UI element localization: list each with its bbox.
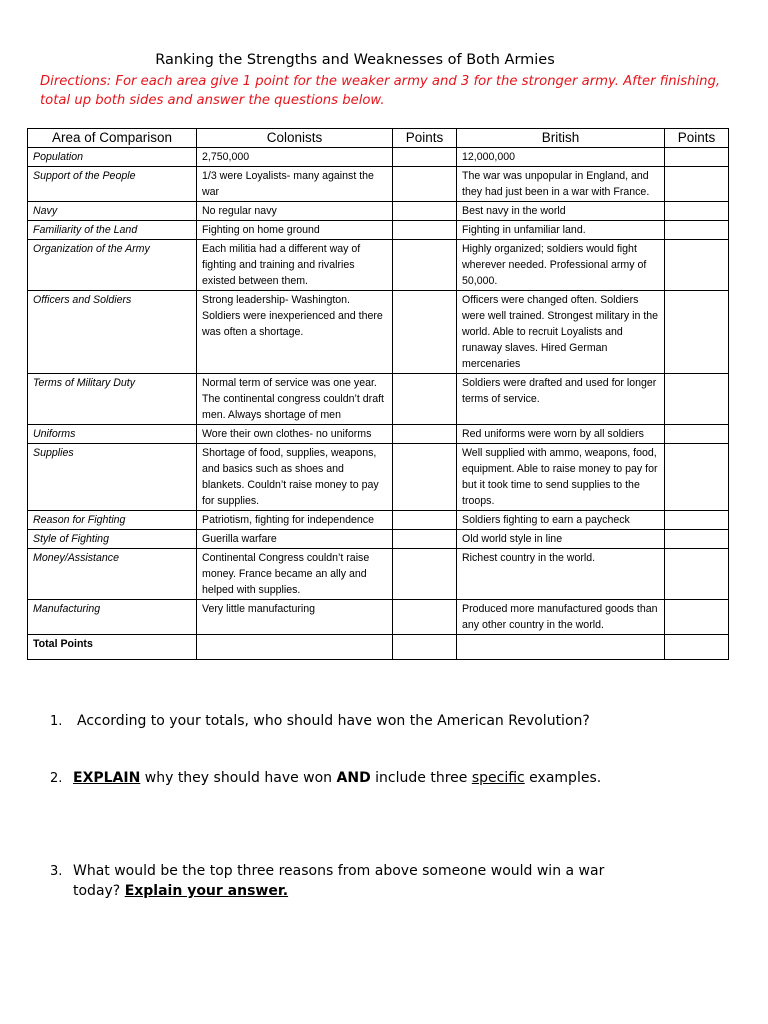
colonists-cell: 1/3 were Loyalists- many against the war <box>197 167 393 202</box>
header-colonists-points: Points <box>393 129 457 148</box>
table-row <box>28 374 729 425</box>
header-british: British <box>457 129 665 148</box>
colonists-cell: Very little manufacturing <box>197 600 393 635</box>
explain-emphasis: EXPLAIN <box>73 770 141 786</box>
british-cell: Fighting in unfamiliar land. <box>457 221 665 240</box>
question-3-line-2 <box>73 881 288 901</box>
total-colonists-cell[interactable] <box>197 635 393 660</box>
colonists-cell: Fighting on home ground <box>197 221 393 240</box>
header-area: Area of Comparison <box>28 129 197 148</box>
british-cell: Best navy in the world <box>457 202 665 221</box>
british-points-cell[interactable] <box>665 600 729 635</box>
british-cell: 12,000,000 <box>457 148 665 167</box>
british-points-cell[interactable] <box>665 221 729 240</box>
header-colonists: Colonists <box>197 129 393 148</box>
colonists-points-cell[interactable] <box>393 240 457 291</box>
question-2-part-b: include three <box>370 770 472 786</box>
question-2-part-c: examples. <box>524 770 602 786</box>
british-cell: Well supplied with ammo, weapons, food, equipment. Able to raise money to pay for but it took time to send supplies to the troops. <box>457 444 665 511</box>
colonists-cell: No regular navy <box>197 202 393 221</box>
table-row <box>28 202 729 221</box>
question-2-text <box>73 768 601 788</box>
area-cell: Navy <box>28 202 197 221</box>
question-1-text: According to your totals, who should have won the American Revolution? <box>77 713 590 729</box>
explain-answer-emphasis: Explain your answer. <box>124 883 289 899</box>
page-title: Ranking the Strengths and Weaknesses of Both Armies <box>155 52 555 68</box>
british-points-cell[interactable] <box>665 374 729 425</box>
british-points-cell[interactable] <box>665 425 729 444</box>
british-cell: Soldiers were drafted and used for longer terms of service. <box>457 374 665 425</box>
british-points-cell[interactable] <box>665 240 729 291</box>
colonists-cell: Shortage of food, supplies, weapons, and basics such as shoes and blankets. Couldn’t raise money to pay for supplies. <box>197 444 393 511</box>
colonists-cell: 2,750,000 <box>197 148 393 167</box>
table-row <box>28 600 729 635</box>
question-3-number: 3. <box>50 864 63 879</box>
colonists-cell: Wore their own clothes- no uniforms <box>197 425 393 444</box>
colonists-cell: Continental Congress couldn’t raise money. France became an ally and helped with supplies. <box>197 549 393 600</box>
table-row <box>28 240 729 291</box>
table-header-row <box>28 129 729 148</box>
colonists-cell: Guerilla warfare <box>197 530 393 549</box>
table-row <box>28 148 729 167</box>
british-points-cell[interactable] <box>665 511 729 530</box>
colonists-points-cell[interactable] <box>393 202 457 221</box>
directions-text: Directions: For each area give 1 point for the weaker army and 3 for the stronger army. After finishing, total up both sides and answer the questions below. <box>40 74 721 108</box>
colonists-points-cell[interactable] <box>393 221 457 240</box>
specific-emphasis: specific <box>471 770 525 786</box>
colonists-points-cell[interactable] <box>393 600 457 635</box>
british-cell: Highly organized; soldiers would fight wherever needed. Professional army of 50,000. <box>457 240 665 291</box>
british-points-cell[interactable] <box>665 167 729 202</box>
colonists-points-cell[interactable] <box>393 425 457 444</box>
question-3-line-1: What would be the top three reasons from above someone would win a war <box>73 863 605 879</box>
question-2-number: 2. <box>50 771 63 786</box>
area-cell: Manufacturing <box>28 600 197 635</box>
colonists-cell: Normal term of service was one year. The continental congress couldn’t draft men. Always shortage of men <box>197 374 393 425</box>
british-points-cell[interactable] <box>665 148 729 167</box>
table-row <box>28 549 729 600</box>
question-1-number: 1. <box>50 714 63 729</box>
question-3-part-a: today? <box>73 883 125 899</box>
total-british-points[interactable] <box>665 635 729 660</box>
area-cell: Uniforms <box>28 425 197 444</box>
colonists-points-cell[interactable] <box>393 511 457 530</box>
british-cell: The war was unpopular in England, and they had just been in a war with France. <box>457 167 665 202</box>
colonists-points-cell[interactable] <box>393 374 457 425</box>
british-cell: Produced more manufactured goods than any other country in the world. <box>457 600 665 635</box>
british-cell: Red uniforms were worn by all soldiers <box>457 425 665 444</box>
colonists-points-cell[interactable] <box>393 148 457 167</box>
table-row <box>28 167 729 202</box>
british-points-cell[interactable] <box>665 444 729 511</box>
and-emphasis: AND <box>336 770 371 786</box>
table-row <box>28 444 729 511</box>
colonists-cell: Strong leadership- Washington. Soldiers were inexperienced and there was often a shortage. <box>197 291 393 374</box>
header-british-points: Points <box>665 129 729 148</box>
table-row <box>28 291 729 374</box>
comparison-table <box>27 128 729 660</box>
area-cell: Population <box>28 148 197 167</box>
colonists-cell: Patriotism, fighting for independence <box>197 511 393 530</box>
british-cell: Old world style in line <box>457 530 665 549</box>
british-cell: Officers were changed often. Soldiers were well trained. Strongest military in the world. Able to recruit Loyalists and runaway slaves. Hired German mercenaries <box>457 291 665 374</box>
british-cell: Richest country in the world. <box>457 549 665 600</box>
british-cell: Soldiers fighting to earn a paycheck <box>457 511 665 530</box>
total-colonists-points[interactable] <box>393 635 457 660</box>
table-row <box>28 511 729 530</box>
area-cell: Familiarity of the Land <box>28 221 197 240</box>
area-cell: Supplies <box>28 444 197 511</box>
colonists-points-cell[interactable] <box>393 444 457 511</box>
colonists-points-cell[interactable] <box>393 549 457 600</box>
british-points-cell[interactable] <box>665 202 729 221</box>
area-cell: Terms of Military Duty <box>28 374 197 425</box>
area-cell: Support of the People <box>28 167 197 202</box>
area-cell: Officers and Soldiers <box>28 291 197 374</box>
colonists-points-cell[interactable] <box>393 530 457 549</box>
total-british-cell[interactable] <box>457 635 665 660</box>
colonists-points-cell[interactable] <box>393 167 457 202</box>
table-row <box>28 425 729 444</box>
table-row <box>28 530 729 549</box>
area-cell: Reason for Fighting <box>28 511 197 530</box>
question-2-part-a: why they should have won <box>140 770 337 786</box>
area-cell: Money/Assistance <box>28 549 197 600</box>
area-cell: Organization of the Army <box>28 240 197 291</box>
colonists-points-cell[interactable] <box>393 291 457 374</box>
british-points-cell[interactable] <box>665 549 729 600</box>
colonists-cell: Each militia had a different way of fighting and training and rivalries existed between them. <box>197 240 393 291</box>
british-points-cell[interactable] <box>665 530 729 549</box>
table-row <box>28 221 729 240</box>
total-label: Total Points <box>28 635 197 660</box>
total-row <box>28 635 729 660</box>
area-cell: Style of Fighting <box>28 530 197 549</box>
british-points-cell[interactable] <box>665 291 729 374</box>
